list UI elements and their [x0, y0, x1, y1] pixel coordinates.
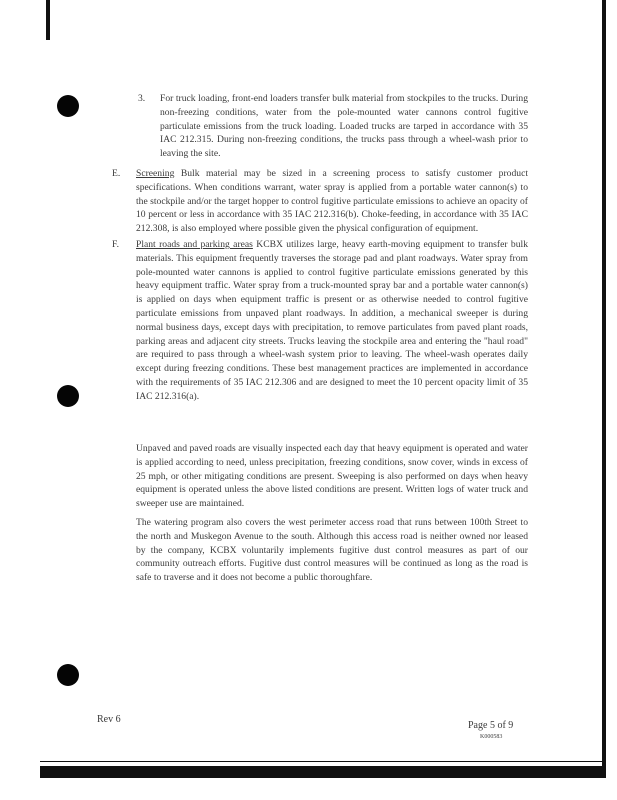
scan-edge-right [602, 0, 606, 775]
item-f-text: KCBX utilizes large, heavy earth-moving equipment to transfer bulk materials. This equipment frequently traverses the storage pad and plant roadways. Water spray from pole-mounted water cannons is applied to control fugitive particulate emissions generated by this heavy equipment traffic. Water spray from a truck-mounted spray bar and a portable water cannon(s) is applied on days when equipment traffic is present or as otherwise needed to control fugitive particulate emissions from unpaved plant roadways. In addition, a mechanical sweeper is during normal business days, except days with precipitation, to remove particulates from paved plant roads, parking areas and adjacent city streets. Trucks leaving the stockpile area and entering the "haul road" are required to pass through a wheel-wash system prior to leaving. The wheel-wash operates daily except during freezing conditions. These best management practices are implemented in accordance with the requirements of 35 IAC 212.306 and are designed to meet the 10 percent opacity limit of 35 IAC 212.316(a). [136, 239, 528, 402]
scan-edge-top [46, 0, 50, 40]
binder-hole-top [57, 95, 79, 117]
item-f-paragraph [136, 238, 528, 404]
scan-edge-bottom-line [40, 761, 606, 763]
bates-number: K000583 [480, 734, 503, 740]
item-e-paragraph [136, 167, 528, 236]
binder-hole-bottom [57, 664, 79, 686]
scan-edge-bottom [40, 766, 606, 778]
paragraph-watering-program: The watering program also covers the west perimeter access road that runs between 100th Street to the north and Muskegon Avenue to the south. Although this access road is neither owned nor leased by the company, KCBX voluntarily implements fugitive dust control measures as part of our community outreach efforts. Fugitive dust control measures will be continued as long as the road is safe to traverse and it does not become a public thoroughfare. [136, 517, 528, 584]
paragraph-road-inspection: Unpaved and paved roads are visually inspected each day that heavy equipment is operated and water is applied according to need, unless precipitation, freezing conditions, snow cover, winds in excess of 25 mph, or other mitigating conditions are present. Sweeping is also performed on days when heavy equipment is operated unless the above listed conditions are present. Written logs of water truck and sweeper use are maintained. [136, 443, 528, 510]
item-e-heading: Screening [136, 168, 175, 179]
page-number: Page 5 of 9 [468, 720, 514, 731]
item-e-marker: E. [112, 168, 121, 179]
item-f-marker: F. [112, 239, 119, 250]
item-3-text: For truck loading, front-end loaders transfer bulk material from stockpiles to the trucks. During non-freezing conditions, water from the pole-mounted water cannons control fugitive particulate emissions from the truck loading. Loaded trucks are tarped in accordance with 35 IAC 212.315. During non-freezing conditions, the trucks pass through a wheel-wash prior to leaving the site. [160, 93, 528, 160]
binder-hole-middle [57, 385, 79, 407]
revision-label: Rev 6 [97, 714, 121, 725]
item-f-heading: Plant roads and parking areas [136, 239, 253, 250]
item-e-text: Bulk material may be sized in a screening process to satisfy customer product specifications. When conditions warrant, water spray is applied from a portable water cannon(s) to the stockpile and/or the target hopper to control fugitive particulate emissions to achieve an opacity of 10 percent or less in accordance with 35 IAC 212.316(b). Choke-feeding, in accordance with 35 IAC 212.308, is also employed where possible given the physical configuration of equipment. [136, 168, 528, 235]
item-3-marker: 3. [138, 93, 146, 104]
